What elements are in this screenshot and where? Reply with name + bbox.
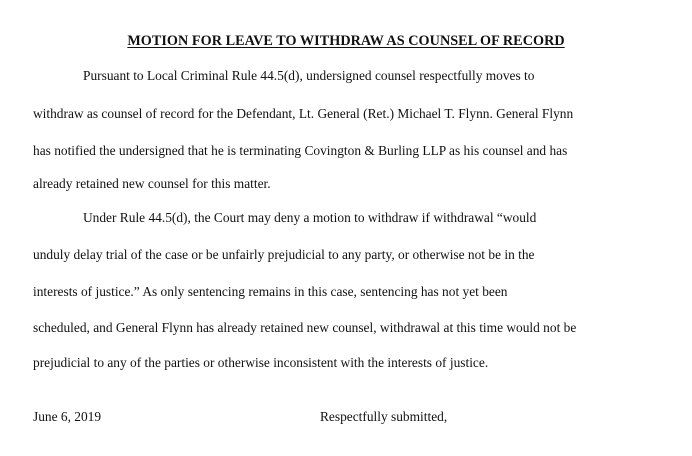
paragraph-1-line: has notified the undersigned that he is terminating Covington & Burling LLP as his counsel and has [33,143,568,158]
paragraph-1-line: Pursuant to Local Criminal Rule 44.5(d), undersigned counsel respectfully moves to [83,68,535,83]
paragraph-2-line: scheduled, and General Flynn has already retained new counsel, withdrawal at this time would not be [33,320,577,335]
filing-date: June 6, 2019 [33,409,102,424]
paragraph-2-line: prejudicial to any of the parties or otherwise inconsistent with the interests of justice. [33,355,489,370]
closing-text: Respectfully submitted, [320,409,448,424]
paragraph-1-line: already retained new counsel for this matter. [33,176,271,191]
motion-title: MOTION FOR LEAVE TO WITHDRAW AS COUNSEL OF RECORD [127,33,565,49]
paragraph-2-line: unduly delay trial of the case or be unfairly prejudicial to any party, or otherwise not be in the [33,247,535,262]
paragraph-2-line: Under Rule 44.5(d), the Court may deny a motion to withdraw if withdrawal “would [83,210,537,225]
paragraph-1-line: withdraw as counsel of record for the Defendant, Lt. General (Ret.) Michael T. Flynn. General Flynn [33,106,574,121]
paragraph-2-line: interests of justice.” As only sentencing remains in this case, sentencing has not yet been [33,284,508,299]
